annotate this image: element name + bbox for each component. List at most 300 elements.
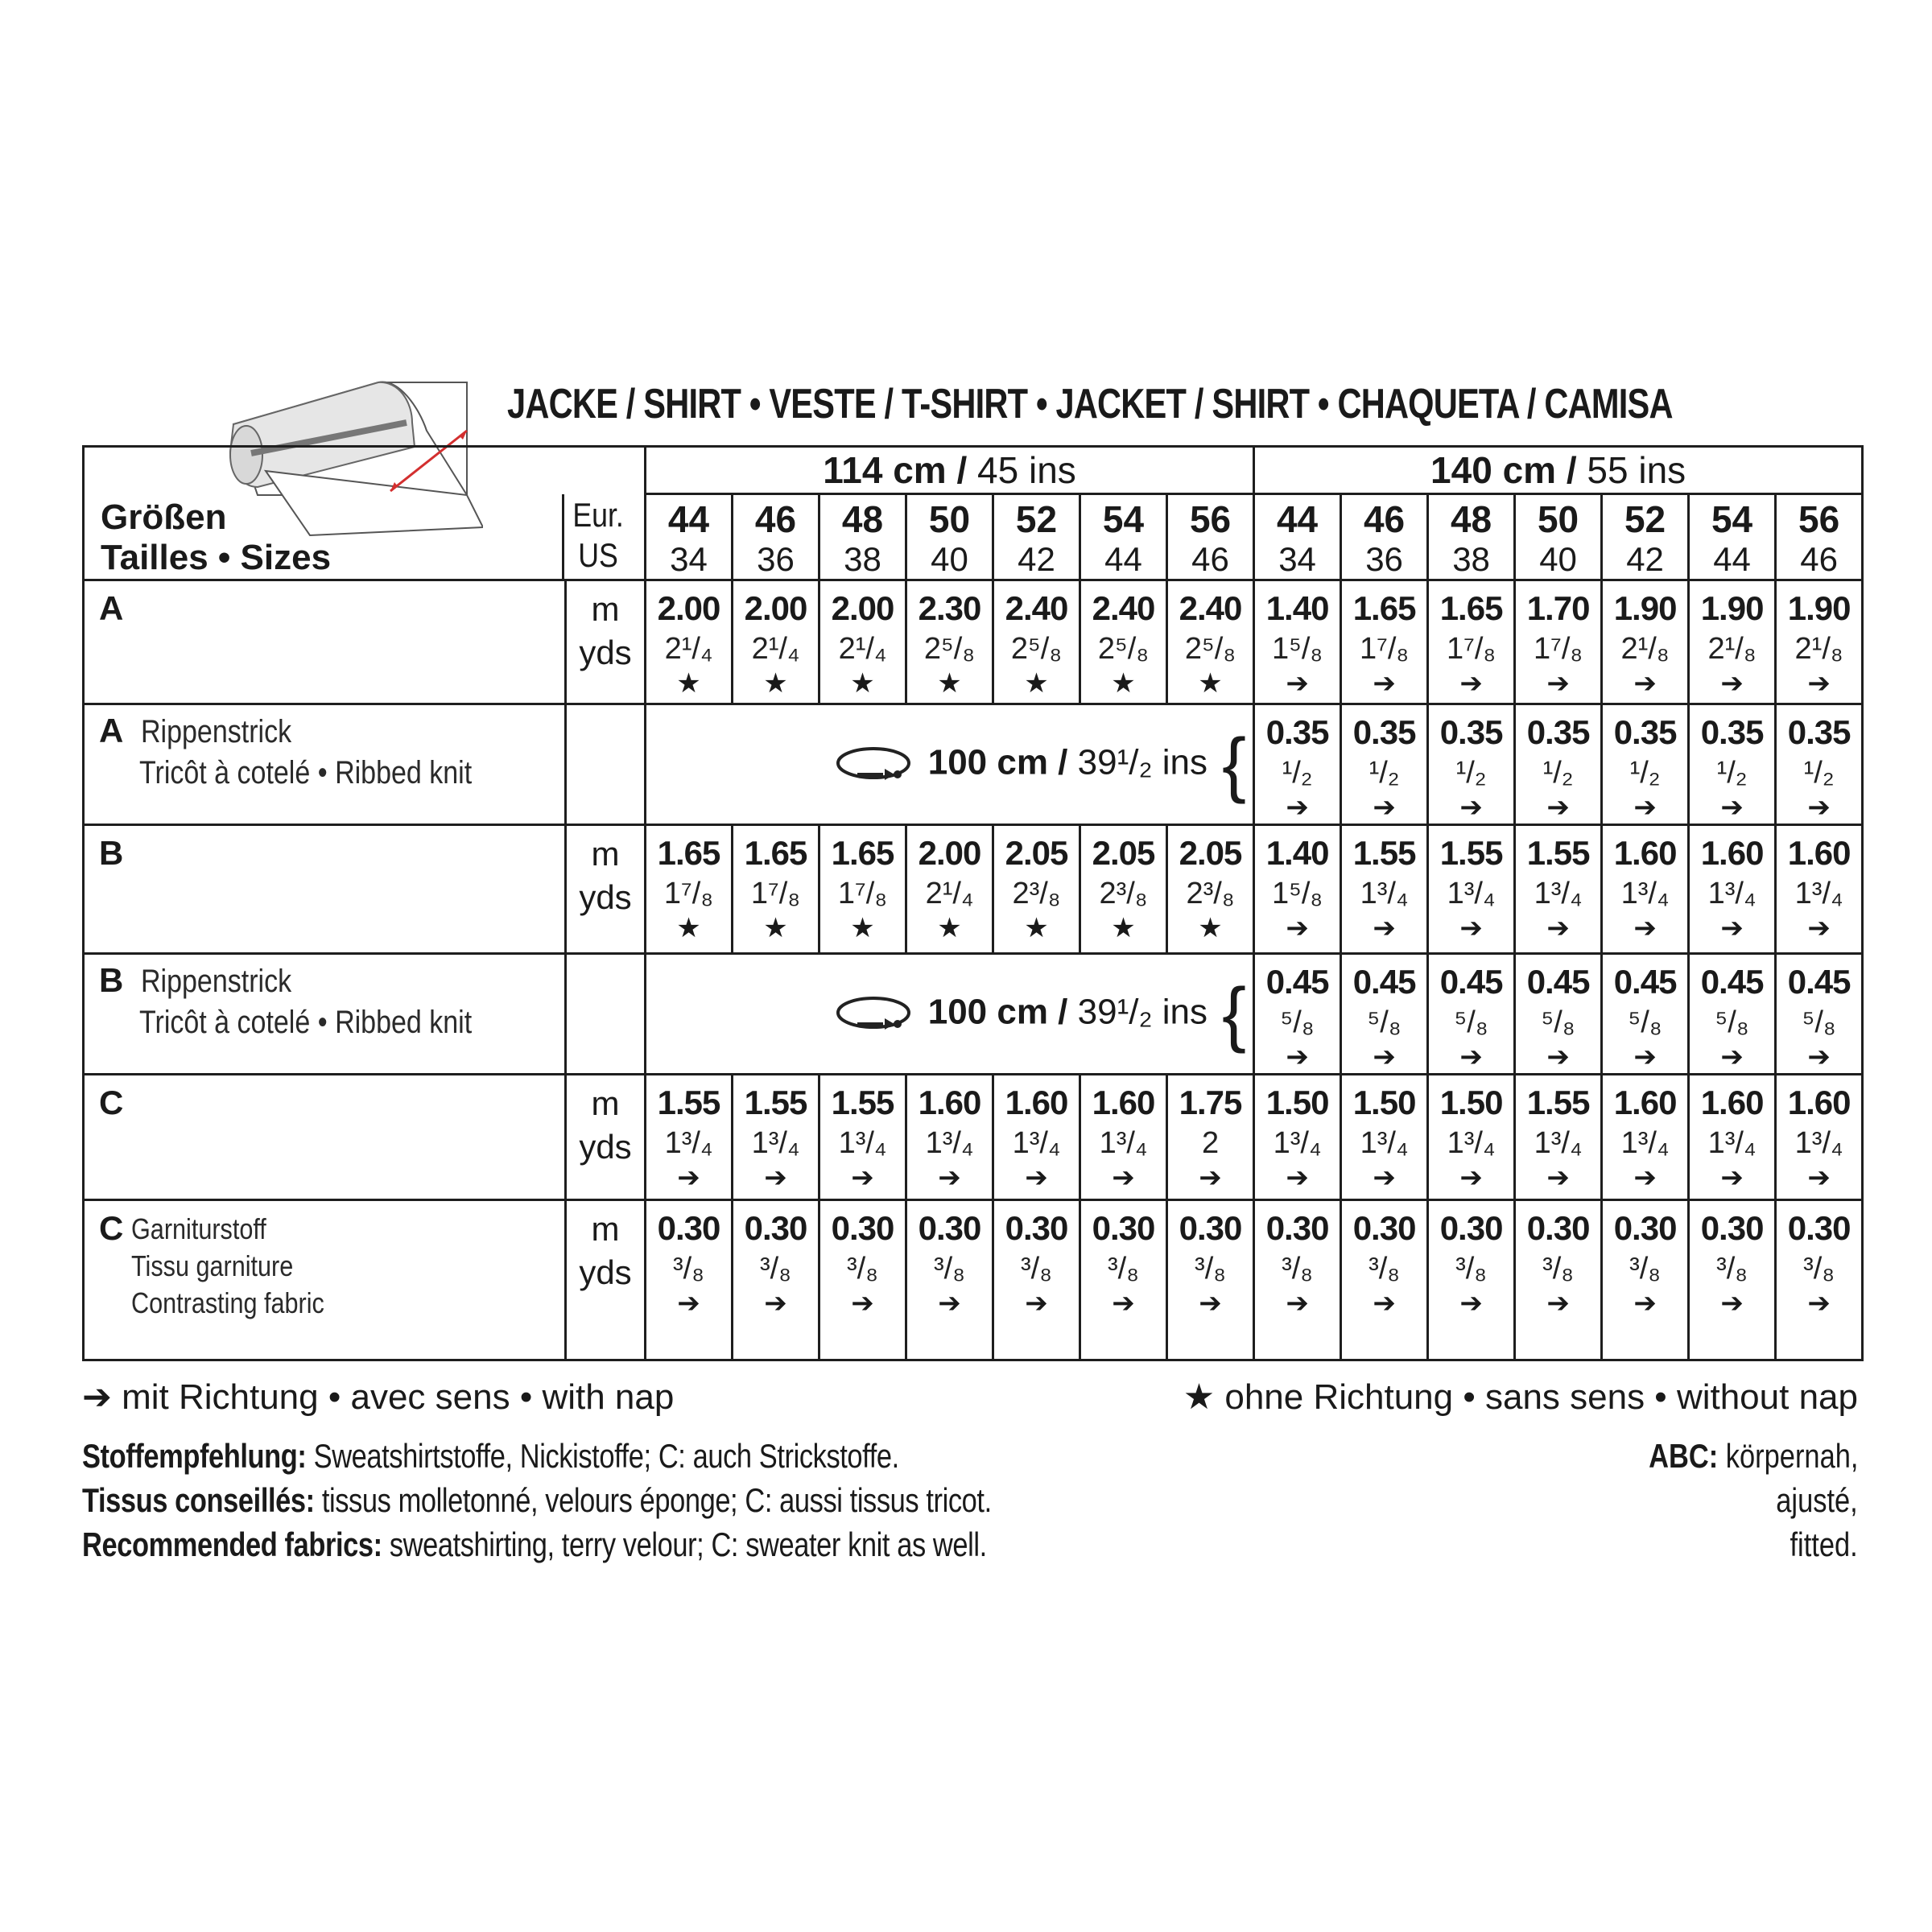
unit-cell xyxy=(566,825,646,954)
nap-symbol: ★ xyxy=(1111,668,1136,699)
yards-value: ³/₈ xyxy=(847,1252,878,1286)
yardage-cell xyxy=(1515,704,1602,825)
yards-value: ³/₈ xyxy=(1108,1252,1139,1286)
meters-value: 1.60 xyxy=(1700,834,1764,872)
yardage-cell xyxy=(1776,704,1863,825)
meters-value: 0.30 xyxy=(1092,1209,1155,1247)
nap-symbol: ➔ xyxy=(764,1162,787,1193)
yards-value: 1³/₄ xyxy=(838,1126,887,1160)
nap-symbol: ➔ xyxy=(1112,1162,1135,1193)
us-size: 40 xyxy=(1539,540,1577,578)
nap-symbol: ★ xyxy=(850,668,875,699)
nap-symbol: ➔ xyxy=(1546,792,1570,823)
yards-value: 2⁵/₈ xyxy=(1097,632,1150,666)
nap-symbol: ➔ xyxy=(1807,1042,1831,1072)
us-size: 36 xyxy=(757,540,795,578)
row-letter: A xyxy=(99,712,124,749)
us-size: 38 xyxy=(844,540,881,578)
us-size: 42 xyxy=(1018,540,1055,578)
unit-m-label: m xyxy=(591,835,620,873)
meters-value: 0.30 xyxy=(831,1209,894,1247)
nap-symbol: ★ xyxy=(1111,913,1136,943)
yards-value: ³/₈ xyxy=(760,1252,791,1286)
brace-icon: { xyxy=(1222,724,1247,805)
yards-value: ³/₈ xyxy=(1629,1252,1662,1286)
yardage-cell xyxy=(1341,825,1428,954)
yardage-cell xyxy=(1602,1075,1689,1200)
yardage-cell xyxy=(1428,954,1515,1075)
row-label-name1: Rippenstrick xyxy=(141,964,292,999)
yards-value: 1⁷/₈ xyxy=(1359,632,1410,666)
us-size: 34 xyxy=(1278,540,1316,578)
yardage-cell xyxy=(1602,954,1689,1075)
nap-symbol: ➔ xyxy=(1459,1042,1483,1072)
nap-symbol: ➔ xyxy=(1373,913,1396,943)
nap-symbol: ➔ xyxy=(1459,668,1483,699)
nap-symbol: ★ xyxy=(763,668,788,699)
yards-value: 1³/₄ xyxy=(1273,1126,1322,1160)
nap-symbol: ➔ xyxy=(1286,668,1309,699)
nap-symbol: ➔ xyxy=(1633,668,1657,699)
eur-size: 46 xyxy=(754,498,797,540)
meters-value: 0.30 xyxy=(1613,1209,1677,1247)
eur-size: 52 xyxy=(1624,498,1666,540)
yards-value: ³/₈ xyxy=(1195,1252,1227,1286)
eur-size: 48 xyxy=(1450,498,1492,540)
yardage-cell xyxy=(1776,954,1863,1075)
yardage-cell xyxy=(1080,580,1167,704)
yardage-cell xyxy=(906,825,993,954)
meters-value: 2.05 xyxy=(1092,834,1155,872)
nap-symbol: ➔ xyxy=(1546,1042,1570,1072)
yardage-cell xyxy=(906,1075,993,1200)
yards-value: 1³/₄ xyxy=(1534,877,1583,910)
yardage-cell xyxy=(1515,1200,1602,1360)
yardage-cell xyxy=(1428,825,1515,954)
loop-arrow-icon xyxy=(833,992,914,1037)
meters-value: 0.30 xyxy=(1179,1209,1242,1247)
row-label-name2: Tissu garniture xyxy=(131,1249,294,1282)
eur-size: 56 xyxy=(1798,498,1840,540)
size-cell xyxy=(646,494,733,580)
yards-value: 1⁵/₈ xyxy=(1271,632,1323,666)
row-label-name3: Contrasting fabric xyxy=(131,1286,324,1319)
nap-symbol: ➔ xyxy=(1025,1288,1048,1319)
nap-symbol: ➔ xyxy=(1112,1288,1135,1319)
eur-size: 54 xyxy=(1711,498,1753,540)
meters-value: 0.35 xyxy=(1439,713,1503,751)
yards-value: 1³/₄ xyxy=(1012,1126,1061,1160)
nap-symbol: ➔ xyxy=(1720,792,1744,823)
meters-value: 1.55 xyxy=(1352,834,1416,872)
yards-value: 1⁷/₈ xyxy=(750,877,801,910)
meters-value: 0.45 xyxy=(1352,963,1416,1001)
yardage-cell xyxy=(733,825,819,954)
yards-value: 1³/₄ xyxy=(1620,1126,1670,1160)
size-cell xyxy=(733,494,819,580)
brace-icon: { xyxy=(1222,973,1247,1055)
nap-symbol: ➔ xyxy=(1807,1288,1831,1319)
us-size: 44 xyxy=(1713,540,1751,578)
recommendation-fr: Tissus conseillés: tissus molletonné, velours éponge; C: aussi tissus tricot. xyxy=(82,1481,992,1519)
row-a xyxy=(84,580,1863,704)
nap-symbol: ➔ xyxy=(1286,913,1309,943)
yardage-cell xyxy=(1776,1075,1863,1200)
eur-size: 44 xyxy=(1276,498,1319,540)
yardage-cell xyxy=(1689,704,1776,825)
meters-value: 0.35 xyxy=(1265,713,1329,751)
yardage-table xyxy=(82,445,1864,1361)
yards-value: 1³/₄ xyxy=(1360,1126,1409,1160)
ribbed-knit-measure xyxy=(646,954,1254,1075)
row-label-name2: Tricôt à cotelé • Ribbed knit xyxy=(139,1005,473,1040)
yardage-cell xyxy=(1602,1200,1689,1360)
yardage-cell xyxy=(993,825,1080,954)
nap-symbol: ➔ xyxy=(1807,913,1831,943)
yardage-cell xyxy=(993,1200,1080,1360)
yards-value: 1⁷/₈ xyxy=(837,877,888,910)
yards-value: 1³/₄ xyxy=(751,1126,800,1160)
unit-cell xyxy=(566,1075,646,1200)
nap-symbol: ➔ xyxy=(938,1288,961,1319)
us-size: 44 xyxy=(1104,540,1142,578)
yardage-cell xyxy=(1167,580,1254,704)
nap-symbol: ➔ xyxy=(1459,913,1483,943)
meters-value: 1.55 xyxy=(1526,834,1590,872)
nap-symbol: ➔ xyxy=(851,1288,874,1319)
yards-value: ³/₈ xyxy=(1542,1252,1575,1286)
page-title xyxy=(507,380,1860,436)
yards-value: 1³/₄ xyxy=(925,1126,974,1160)
us-size: 46 xyxy=(1191,540,1229,578)
yardage-cell xyxy=(906,580,993,704)
yardage-cell xyxy=(733,1075,819,1200)
yardage-cell xyxy=(1167,1200,1254,1360)
meters-value: 0.45 xyxy=(1526,963,1590,1001)
meters-value: 0.30 xyxy=(1526,1209,1590,1247)
nap-symbol: ➔ xyxy=(764,1288,787,1319)
yardage-cell xyxy=(1341,1200,1428,1360)
fit-line-fr: ajusté, xyxy=(1776,1481,1858,1519)
row-label-name1: Garniturstoff xyxy=(131,1212,266,1245)
yardage-cell xyxy=(1689,1200,1776,1360)
size-cell xyxy=(1689,494,1776,580)
meters-value: 0.30 xyxy=(1787,1209,1851,1247)
meters-value: 1.55 xyxy=(1439,834,1503,872)
nap-symbol: ➔ xyxy=(1807,792,1831,823)
yards-value: 2³/₈ xyxy=(1012,877,1061,910)
yardage-cell xyxy=(1341,580,1428,704)
nap-symbol: ➔ xyxy=(1546,1288,1570,1319)
yardage-cell xyxy=(1167,825,1254,954)
yards-value: ⁵/₈ xyxy=(1715,1005,1749,1039)
yardage-cell xyxy=(1602,825,1689,954)
measure-cm: 100 cm / xyxy=(927,742,1068,782)
nap-symbol: ➔ xyxy=(1459,792,1483,823)
nap-symbol: ➔ xyxy=(1633,1162,1657,1193)
meters-value: 1.50 xyxy=(1352,1084,1416,1121)
row-letter: B xyxy=(99,834,124,872)
yardage-cell xyxy=(1689,825,1776,954)
meters-value: 0.30 xyxy=(657,1209,720,1247)
nap-symbol: ➔ xyxy=(1286,1042,1309,1072)
yards-value: ⁵/₈ xyxy=(1367,1005,1402,1039)
yards-value: ¹/₂ xyxy=(1542,756,1574,790)
yards-value: 2¹/₄ xyxy=(838,632,887,666)
yardage-cell xyxy=(733,1200,819,1360)
yards-value: ¹/₂ xyxy=(1803,756,1835,790)
yards-value: 2¹/₄ xyxy=(925,877,974,910)
nap-symbol: ➔ xyxy=(1373,1288,1396,1319)
nap-symbol: ➔ xyxy=(1720,1042,1744,1072)
row-a-ribbed-knit xyxy=(84,704,1863,825)
legend-without-nap: ★ ohne Richtung • sans sens • without nap xyxy=(1183,1377,1858,1417)
yardage-cell xyxy=(1080,825,1167,954)
meters-value: 1.60 xyxy=(1700,1084,1764,1121)
row-label xyxy=(84,580,566,704)
meters-value: 2.05 xyxy=(1179,834,1242,872)
size-label-de: Größen xyxy=(101,497,227,537)
eur-size: 44 xyxy=(667,498,710,540)
yards-value: 2¹/₄ xyxy=(751,632,800,666)
corner-cell xyxy=(84,447,646,580)
nap-symbol: ➔ xyxy=(1459,1288,1483,1319)
meters-value: 1.90 xyxy=(1700,589,1764,627)
us-label: US xyxy=(578,536,618,574)
unit-yds-label: yds xyxy=(579,1128,632,1166)
nap-symbol: ➔ xyxy=(677,1288,700,1319)
yards-value: 2¹/₄ xyxy=(664,632,713,666)
meters-value: 1.90 xyxy=(1787,589,1851,627)
yardage-cell xyxy=(1428,1200,1515,1360)
nap-symbol: ➔ xyxy=(851,1162,874,1193)
fit-line-en: fitted. xyxy=(1790,1525,1858,1563)
size-label xyxy=(85,497,331,578)
size-cell xyxy=(1341,494,1428,580)
meters-value: 1.90 xyxy=(1613,589,1677,627)
unit-cell xyxy=(566,580,646,704)
meters-value: 1.60 xyxy=(1092,1084,1155,1121)
nap-symbol: ➔ xyxy=(1286,1288,1309,1319)
nap-symbol: ★ xyxy=(937,913,962,943)
eur-size: 48 xyxy=(841,498,884,540)
yardage-cell xyxy=(1254,1200,1341,1360)
row-c xyxy=(84,1075,1863,1200)
nap-symbol: ★ xyxy=(1198,913,1223,943)
nap-symbol: ★ xyxy=(763,913,788,943)
meters-value: 0.45 xyxy=(1265,963,1329,1001)
nap-symbol: ➔ xyxy=(1633,1288,1657,1319)
yards-value: ³/₈ xyxy=(1716,1252,1748,1286)
meters-value: 1.65 xyxy=(657,834,720,872)
yardage-cell xyxy=(1080,1200,1167,1360)
meters-value: 2.00 xyxy=(744,589,807,627)
meters-value: 0.35 xyxy=(1700,713,1764,751)
yards-value: 1³/₄ xyxy=(1707,1126,1757,1160)
yards-value: ³/₈ xyxy=(1282,1252,1314,1286)
row-label xyxy=(84,825,566,954)
eur-label: Eur. xyxy=(572,496,624,534)
yards-value: 1³/₄ xyxy=(1620,877,1670,910)
yards-value: ¹/₂ xyxy=(1455,756,1487,790)
yards-value: 1⁵/₈ xyxy=(1271,877,1323,910)
nap-symbol: ★ xyxy=(1024,668,1049,699)
width-114-header: 114 cm / 45 ins xyxy=(646,447,1254,494)
ribbed-knit-measure xyxy=(646,704,1254,825)
unit-yds-label: yds xyxy=(579,634,632,671)
meters-value: 1.60 xyxy=(1787,834,1851,872)
row-label-name1: Rippenstrick xyxy=(141,714,292,749)
nap-symbol: ➔ xyxy=(1633,1042,1657,1072)
row-label xyxy=(84,704,566,825)
row-letter: A xyxy=(99,589,124,627)
yards-value: 2 xyxy=(1201,1126,1220,1160)
yards-value: ¹/₂ xyxy=(1282,756,1313,790)
meters-value: 0.30 xyxy=(1265,1209,1329,1247)
meters-value: 0.35 xyxy=(1613,713,1677,751)
nap-symbol: ★ xyxy=(676,668,701,699)
yards-value: 2¹/₈ xyxy=(1707,632,1757,666)
nap-symbol: ➔ xyxy=(1199,1162,1222,1193)
fit-line-de: ABC: körpernah, xyxy=(1648,1437,1858,1475)
nap-symbol: ➔ xyxy=(1286,792,1309,823)
meters-value: 0.45 xyxy=(1787,963,1851,1001)
nap-symbol: ➔ xyxy=(1720,668,1744,699)
yardage-cell xyxy=(1254,1075,1341,1200)
nap-symbol: ➔ xyxy=(1633,792,1657,823)
nap-symbol: ➔ xyxy=(1373,668,1396,699)
row-label-line1 xyxy=(99,712,564,750)
yards-value: ³/₈ xyxy=(1455,1252,1488,1286)
yardage-cell xyxy=(1689,580,1776,704)
yardage-cell xyxy=(1602,704,1689,825)
meters-value: 1.60 xyxy=(1613,834,1677,872)
yardage-cell xyxy=(1515,580,1602,704)
yardage-cell xyxy=(819,825,906,954)
yardage-cell xyxy=(1254,954,1341,1075)
yards-value: ⁵/₈ xyxy=(1802,1005,1836,1039)
nap-symbol: ★ xyxy=(937,668,962,699)
size-cell xyxy=(906,494,993,580)
yards-value: 1³/₄ xyxy=(1447,1126,1496,1160)
nap-symbol: ➔ xyxy=(677,1162,700,1193)
meters-value: 0.30 xyxy=(1352,1209,1416,1247)
meters-value: 0.45 xyxy=(1700,963,1764,1001)
nap-symbol: ➔ xyxy=(938,1162,961,1193)
us-size: 36 xyxy=(1365,540,1403,578)
yards-value: 2¹/₈ xyxy=(1794,632,1843,666)
nap-symbol: ➔ xyxy=(1025,1162,1048,1193)
yardage-cell xyxy=(646,825,733,954)
yards-value: 1⁷/₈ xyxy=(663,877,714,910)
yardage-cell xyxy=(1515,1075,1602,1200)
size-cell xyxy=(1080,494,1167,580)
nap-symbol: ➔ xyxy=(1286,1162,1309,1193)
yards-value: ⁵/₈ xyxy=(1454,1005,1488,1039)
yardage-cell xyxy=(1341,1075,1428,1200)
meters-value: 1.65 xyxy=(1352,589,1416,627)
yardage-cell xyxy=(1341,704,1428,825)
yardage-cell xyxy=(819,1200,906,1360)
yards-value: ³/₈ xyxy=(1021,1252,1052,1286)
yards-value: 1⁷/₈ xyxy=(1533,632,1583,666)
meters-value: 1.65 xyxy=(1439,589,1503,627)
nap-symbol: ➔ xyxy=(1199,1288,1222,1319)
meters-value: 0.30 xyxy=(918,1209,981,1247)
meters-value: 1.55 xyxy=(744,1084,807,1121)
yards-value: ³/₈ xyxy=(934,1252,965,1286)
nap-symbol: ★ xyxy=(1024,913,1049,943)
meters-value: 1.75 xyxy=(1179,1084,1242,1121)
meters-value: 2.00 xyxy=(657,589,720,627)
meters-value: 1.40 xyxy=(1265,834,1329,872)
meters-value: 2.30 xyxy=(918,589,981,627)
eur-size: 50 xyxy=(928,498,971,540)
measure-cm: 100 cm / xyxy=(927,992,1068,1032)
recommendation-de: Stoffempfehlung: Sweatshirtstoffe, Nickistoffe; C: auch Strickstoffe. xyxy=(82,1437,899,1475)
yards-value: 1³/₄ xyxy=(1360,877,1409,910)
nap-symbol: ★ xyxy=(850,913,875,943)
nap-symbol: ➔ xyxy=(1720,1162,1744,1193)
yardage-cell xyxy=(1776,825,1863,954)
measure-ins: 39¹/₂ ins xyxy=(1067,742,1208,782)
row-letter: B xyxy=(99,961,124,999)
eur-size: 50 xyxy=(1537,498,1579,540)
yards-value: 1³/₄ xyxy=(1794,877,1843,910)
yards-value: ¹/₂ xyxy=(1716,756,1748,790)
loop-arrow-icon xyxy=(833,742,914,787)
meters-value: 0.30 xyxy=(1439,1209,1503,1247)
nap-symbol: ➔ xyxy=(1373,1162,1396,1193)
yardage-cell xyxy=(1167,1075,1254,1200)
unit-yds-label: yds xyxy=(579,1253,632,1291)
size-label-fr-en: Tailles • Sizes xyxy=(101,538,332,577)
yards-value: 2⁵/₈ xyxy=(923,632,976,666)
nap-symbol: ➔ xyxy=(1459,1162,1483,1193)
meters-value: 1.55 xyxy=(831,1084,894,1121)
yards-value: 2¹/₈ xyxy=(1620,632,1670,666)
yards-value: 1³/₄ xyxy=(1534,1126,1583,1160)
yardage-cell xyxy=(646,580,733,704)
meters-value: 2.00 xyxy=(918,834,981,872)
yards-value: 2³/₈ xyxy=(1099,877,1148,910)
yardage-cell xyxy=(819,580,906,704)
yards-value: 1³/₄ xyxy=(1099,1126,1148,1160)
yards-value: ⁵/₈ xyxy=(1628,1005,1662,1039)
unit-m-label: m xyxy=(591,1210,620,1248)
eur-size: 54 xyxy=(1102,498,1145,540)
size-cell xyxy=(1515,494,1602,580)
meters-value: 0.45 xyxy=(1613,963,1677,1001)
nap-symbol: ➔ xyxy=(1807,668,1831,699)
yards-value: 1³/₄ xyxy=(1447,877,1496,910)
eur-size: 52 xyxy=(1015,498,1058,540)
meters-value: 2.40 xyxy=(1005,589,1068,627)
nap-symbol: ➔ xyxy=(1546,1162,1570,1193)
yards-value: 1⁷/₈ xyxy=(1446,632,1496,666)
meters-value: 1.70 xyxy=(1526,589,1590,627)
nap-symbol: ➔ xyxy=(1633,913,1657,943)
row-label-line1 xyxy=(99,961,564,1000)
meters-value: 1.65 xyxy=(831,834,894,872)
width-140-header: 140 cm / 55 ins xyxy=(1254,447,1863,494)
size-cell xyxy=(1776,494,1863,580)
meters-value: 1.60 xyxy=(1005,1084,1068,1121)
nap-symbol: ➔ xyxy=(1807,1162,1831,1193)
recommendation-en: Recommended fabrics: sweatshirting, terry velour; C: sweater knit as well. xyxy=(82,1525,987,1563)
yards-value: 2⁵/₈ xyxy=(1184,632,1236,666)
unit-m-label: m xyxy=(591,590,620,628)
